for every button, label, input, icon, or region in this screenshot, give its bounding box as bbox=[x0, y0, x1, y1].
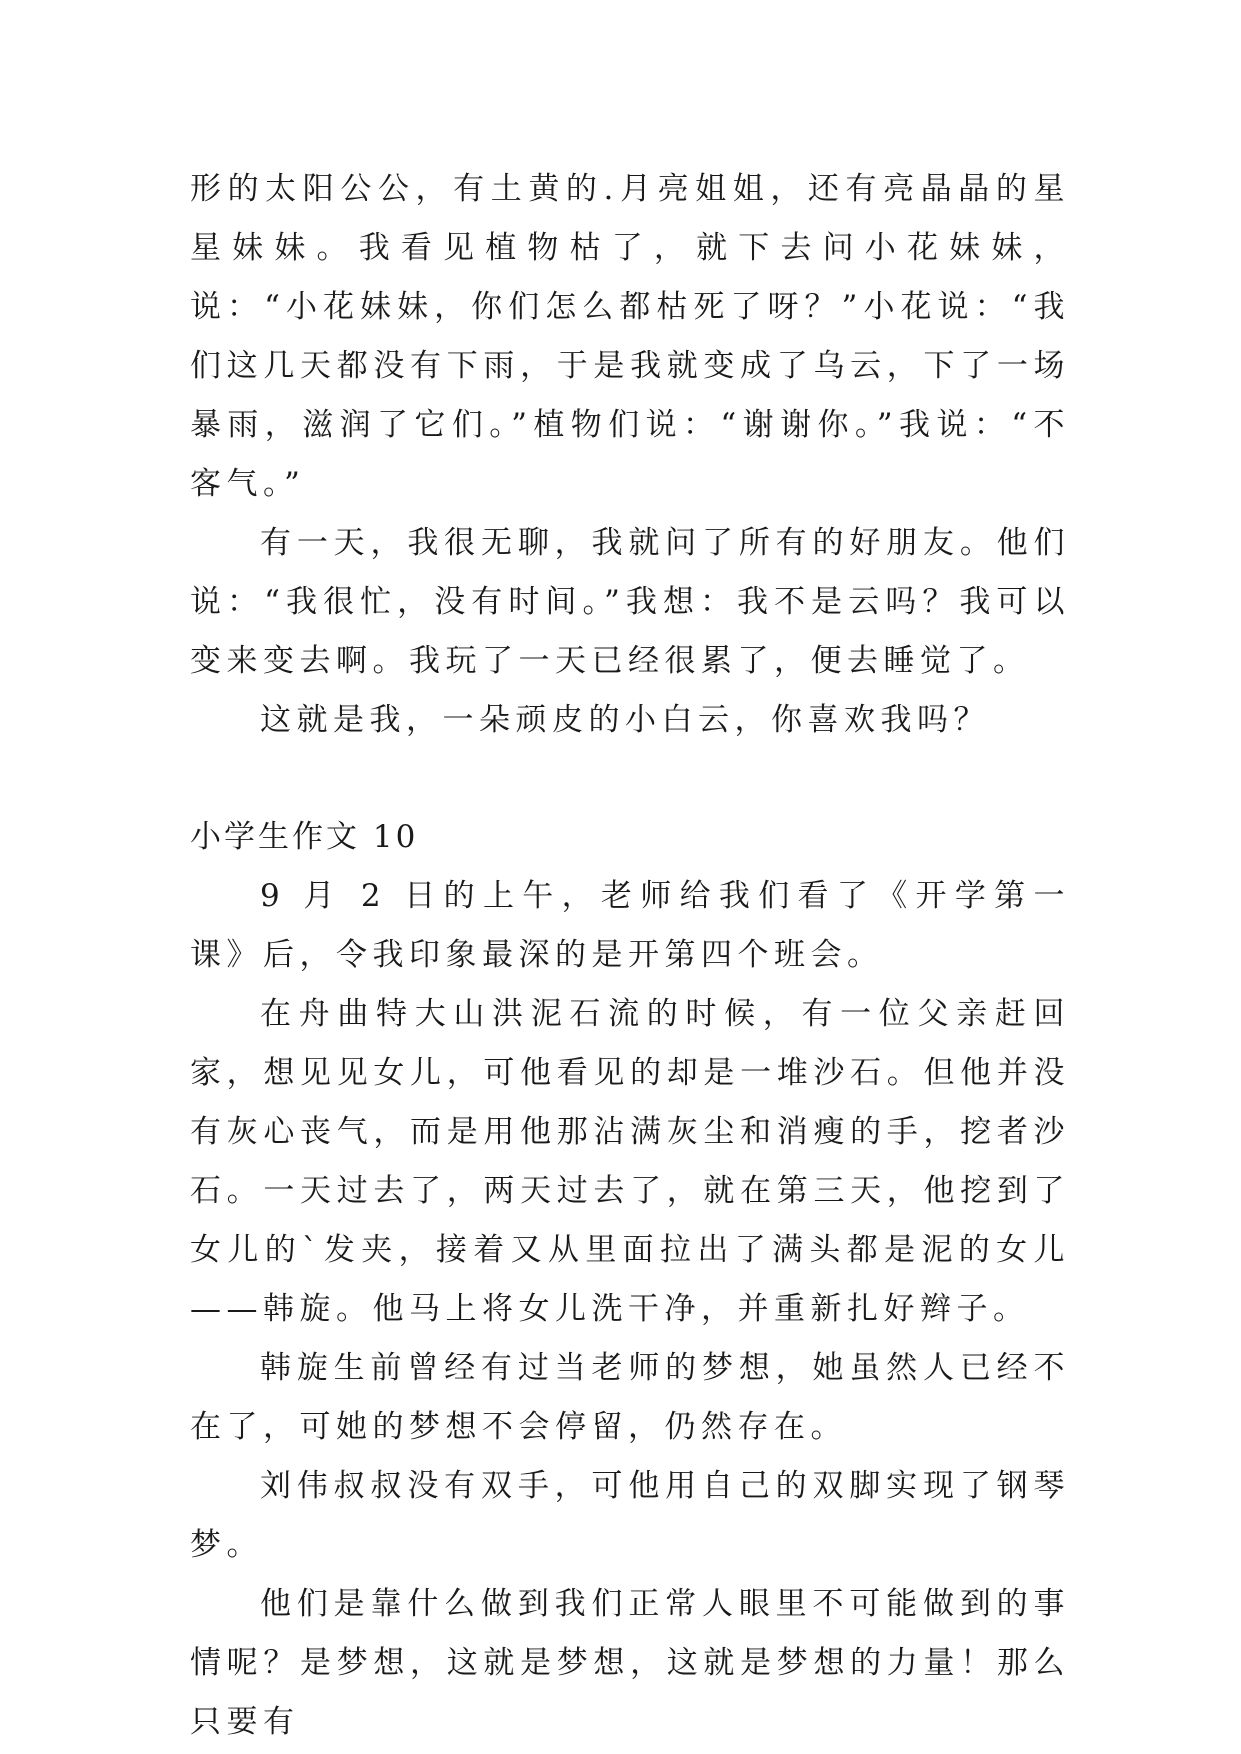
section-spacer bbox=[190, 750, 1070, 808]
paragraph-power-of-dreams: 他们是靠什么做到我们正常人眼里不可能做到的事情呢？是梦想，这就是梦想，这就是梦想的力量！那么只要有 bbox=[190, 1586, 1070, 1740]
section-title: 小学生作文 10 bbox=[190, 819, 419, 855]
paragraph-closing-question: 这就是我，一朵顽皮的小白云，你喜欢我吗？ bbox=[260, 702, 990, 738]
paragraph-bored-day: 有一天，我很无聊，我就问了所有的好朋友。他们说：“我很忙，没有时间。”我想：我不是云吗？我可以变来变去啊。我玩了一天已经很累了，便去睡觉了。 bbox=[190, 525, 1070, 679]
paragraph-first-lesson: 9 月 2 日的上午，老师给我们看了《开学第一课》后，令我印象最深的是开第四个班会。 bbox=[190, 878, 1070, 973]
paragraph-hanxuan-dream: 韩旋生前曾经有过当老师的梦想，她虽然人已经不在了，可她的梦想不会停留，仍然存在。 bbox=[190, 1350, 1070, 1445]
document-body bbox=[190, 160, 1070, 1752]
paragraph-continuation: 形的太阳公公，有土黄的.月亮姐姐，还有亮晶晶的星星妹妹。我看见植物枯了，就下去问小花妹妹，说：“小花妹妹，你们怎么都枯死了呀？”小花说：“我们这几天都没有下雨，于是我就变成了乌云，下了一场暴雨，滋润了它们。”植物们说：“谢谢你。”我说：“不客气。” bbox=[190, 171, 1070, 502]
paragraph-liuwei: 刘伟叔叔没有双手，可他用自己的双脚实现了钢琴梦。 bbox=[190, 1468, 1070, 1563]
paragraph-zhouqu-story: 在舟曲特大山洪泥石流的时候，有一位父亲赶回家，想见见女儿，可他看见的却是一堆沙石。但他并没有灰心丧气，而是用他那沾满灰尘和消瘦的手，挖者沙石。一天过去了，两天过去了，就在第三天，他挖到了女儿的`发夹，接着又从里面拉出了满头都是泥的女儿——韩旋。他马上将女儿洗干净，并重新扎好辫子。 bbox=[190, 996, 1070, 1327]
